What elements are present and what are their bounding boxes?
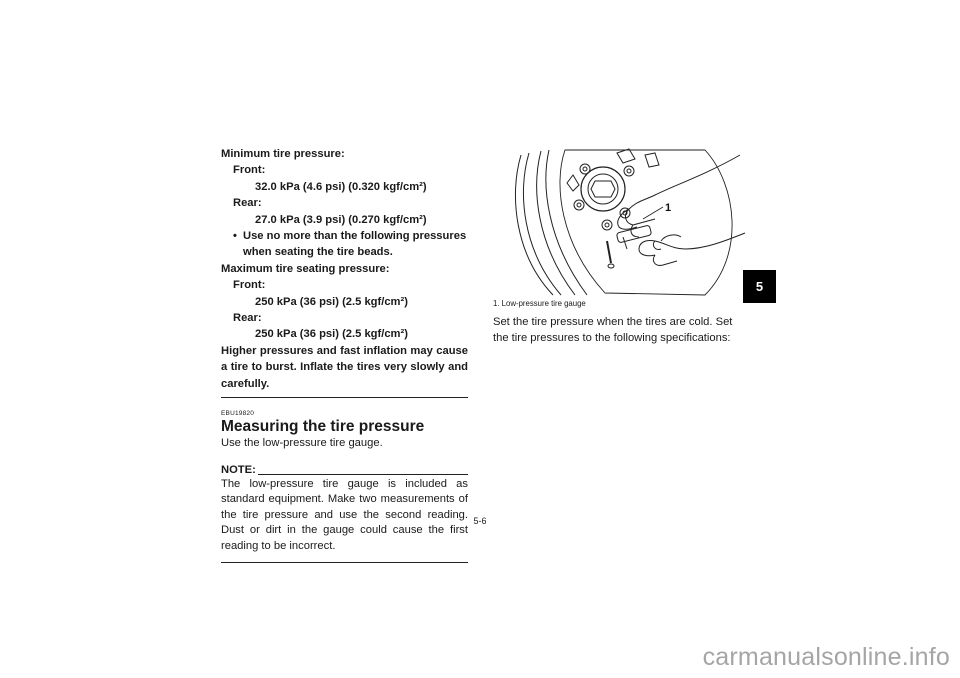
section-intro: Use the low-pressure tire gauge. [221,437,383,450]
left-column [221,146,468,563]
section-code: EBU19820 [221,410,255,418]
min-front-label: Front: [233,164,266,177]
min-rear-label: Rear: [233,197,262,210]
chapter-tab: 5 [743,270,776,303]
note-label: NOTE: [221,463,256,476]
max-rear-value: 250 kPa (36 psi) (2.5 kgf/cm²) [255,328,408,341]
bullet-dot: • [233,230,237,243]
tire-gauge-drawing [505,145,747,297]
note-header [221,463,468,477]
watermark: carmanualsonline.info [702,643,950,671]
note-end-rule [221,562,468,563]
right-paragraph: Set the tire pressure when the tires are cold. Set the tire pressures to the following specifications: [493,316,733,344]
section-heading: Measuring the tire pressure [221,418,425,436]
note-rule [258,474,468,475]
bullet-item [221,228,468,261]
page-number: 5-6 [473,516,487,526]
caution-text: Higher pressures and fast inflation may cause a tire to burst. Inflate the tires very slowly and carefully. [221,344,468,390]
max-front-label: Front: [233,279,266,292]
min-rear-value: 27.0 kPa (3.9 psi) (0.270 kgf/cm²) [255,213,427,226]
max-front-value: 250 kPa (36 psi) (2.5 kgf/cm²) [255,295,408,308]
bullet-text: Use no more than the following pressures when seating the tire beads. [243,230,467,259]
note-text: The low-pressure tire gauge is included as standard equipment. Make two measurements of the tire pressure and use the second reading. Dust or dirt in the gauge could cause the first reading to be incorrect. [221,477,468,553]
min-front-value: 32.0 kPa (4.6 psi) (0.320 kgf/cm²) [255,180,427,193]
min-pressure-label: Minimum tire pressure: [221,148,345,160]
figure-caption: 1. Low-pressure tire gauge [493,299,586,308]
figure-callout: 1 [665,202,672,214]
max-rear-label: Rear: [233,312,262,325]
max-pressure-label: Maximum tire seating pressure: [221,262,390,275]
tire-gauge-illustration [505,145,747,297]
warning-end-rule [221,397,468,398]
